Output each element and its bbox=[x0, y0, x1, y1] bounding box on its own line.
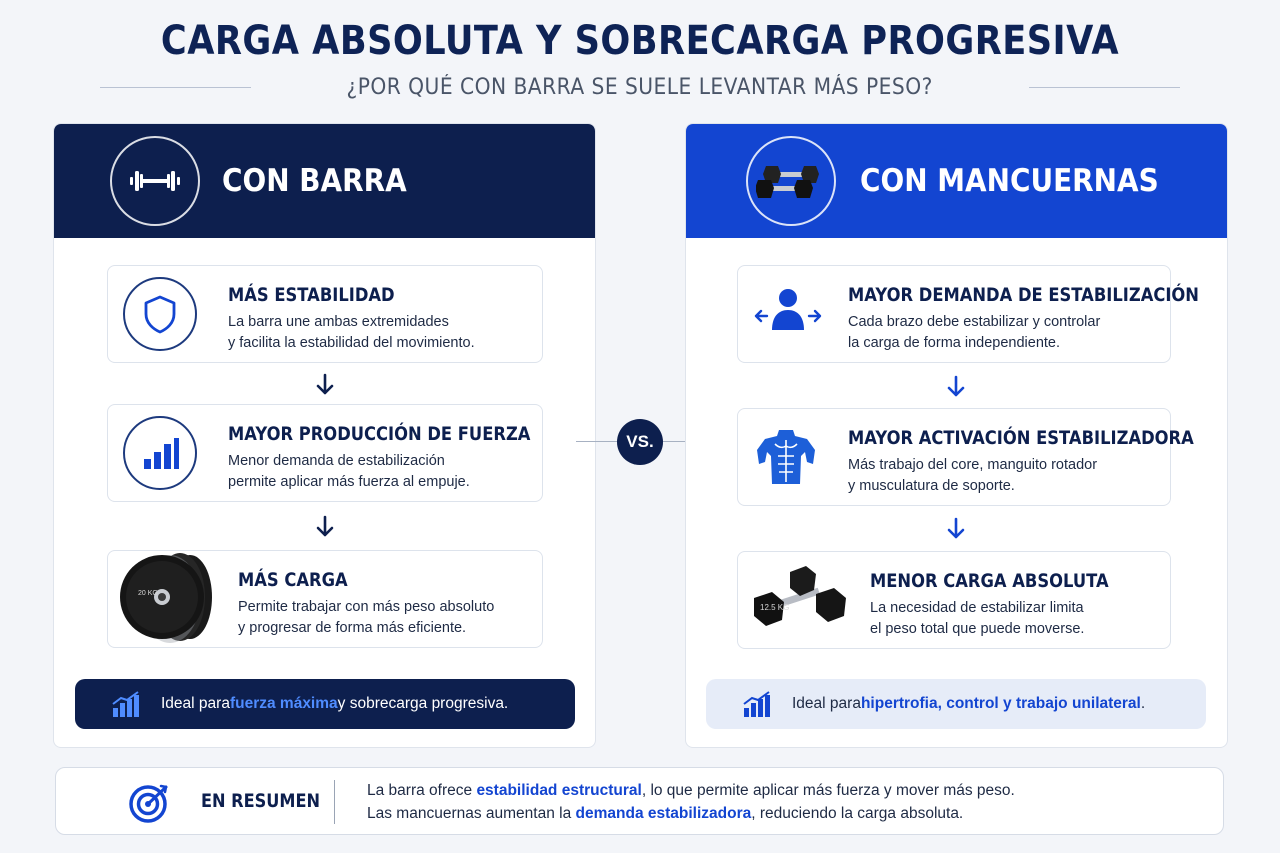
summary-text-part: Las mancuernas aumentan la bbox=[367, 805, 576, 822]
ideal-prefix: Ideal para bbox=[161, 695, 230, 712]
growth-chart-icon bbox=[111, 690, 141, 718]
barbell-panel-title: CON BARRA bbox=[222, 163, 407, 199]
summary-highlight: demanda estabilizadora bbox=[575, 805, 752, 822]
summary-title: EN RESUMEN bbox=[201, 790, 321, 812]
dumbbell-icon bbox=[744, 556, 854, 646]
arrow-down-icon bbox=[941, 372, 971, 402]
card-desc-line: Más trabajo del core, manguito rotador bbox=[848, 457, 1098, 473]
card-more-force bbox=[107, 404, 543, 502]
barbell-icon bbox=[110, 136, 200, 226]
card-stabilization-demand bbox=[737, 265, 1199, 363]
target-icon bbox=[128, 782, 172, 829]
shield-icon bbox=[123, 277, 197, 351]
summary-line-1 bbox=[367, 779, 1015, 802]
ideal-prefix: Ideal para bbox=[792, 695, 861, 712]
summary-divider bbox=[334, 780, 335, 824]
card-more-load bbox=[107, 550, 543, 648]
torso-muscles-icon bbox=[748, 419, 824, 495]
card-more-stability bbox=[107, 265, 543, 363]
card-desc-line: permite aplicar más fuerza al empuje. bbox=[228, 474, 470, 490]
summary-text-part: , lo que permite aplicar más fuerza y mover más peso. bbox=[641, 782, 1015, 799]
card-heading: MENOR CARGA ABSOLUTA bbox=[870, 570, 1109, 592]
subtitle-row bbox=[100, 72, 1180, 102]
dumbbell-panel-header bbox=[686, 124, 1227, 238]
card-heading: MÁS ESTABILIDAD bbox=[228, 284, 395, 306]
page-title: CARGA ABSOLUTA Y SOBRECARGA PROGRESIVA bbox=[160, 18, 1120, 64]
card-description bbox=[848, 455, 1097, 497]
card-desc-line: y progresar de forma más eficiente. bbox=[238, 620, 467, 636]
arrow-down-icon bbox=[310, 512, 340, 542]
summary-text bbox=[367, 779, 1015, 825]
card-desc-line: Permite trabajar con más peso absoluto bbox=[238, 599, 495, 615]
card-description bbox=[848, 312, 1100, 354]
growth-chart-icon bbox=[742, 690, 772, 718]
ideal-highlight: fuerza máxima bbox=[229, 695, 338, 712]
card-desc-line: Menor demanda de estabilización bbox=[228, 453, 445, 469]
page-subtitle: ¿POR QUÉ CON BARRA SE SUELE LEVANTAR MÁS PESO? bbox=[346, 74, 934, 100]
card-description bbox=[228, 451, 470, 493]
dumbbell-panel-title: CON MANCUERNAS bbox=[860, 163, 1159, 199]
card-desc-line: y facilita la estabilidad del movimiento. bbox=[228, 335, 475, 351]
dumbbell-label: 12.5 KG bbox=[760, 603, 790, 612]
summary-line-2 bbox=[367, 802, 1015, 825]
card-description bbox=[238, 597, 494, 639]
card-desc-line: Cada brazo debe estabilizar y controlar bbox=[848, 314, 1101, 330]
card-desc-line: el peso total que puede moverse. bbox=[870, 621, 1085, 637]
card-description bbox=[870, 598, 1084, 640]
arrow-down-icon bbox=[310, 370, 340, 400]
arrow-down-icon bbox=[941, 514, 971, 544]
summary-highlight: estabilidad estructural bbox=[476, 782, 642, 799]
summary-box bbox=[55, 767, 1224, 835]
subtitle-rule-right bbox=[1029, 87, 1180, 88]
card-heading: MAYOR PRODUCCIÓN DE FUERZA bbox=[228, 423, 531, 445]
card-desc-line: La barra une ambas extremidades bbox=[228, 314, 449, 330]
card-heading: MÁS CARGA bbox=[238, 569, 348, 591]
card-heading: MAYOR ACTIVACIÓN ESTABILIZADORA bbox=[848, 427, 1194, 449]
bar-chart-icon bbox=[123, 416, 197, 490]
card-desc-line: La necesidad de estabilizar limita bbox=[870, 600, 1084, 616]
ideal-for-dumbbells bbox=[706, 679, 1206, 729]
ideal-suffix: . bbox=[1140, 695, 1146, 712]
card-description bbox=[228, 312, 475, 354]
card-desc-line: y musculatura de soporte. bbox=[848, 478, 1015, 494]
card-desc-line: la carga de forma independiente. bbox=[848, 335, 1061, 351]
vs-badge: VS. bbox=[617, 419, 663, 465]
barbell-panel bbox=[53, 123, 596, 748]
ideal-highlight: hipertrofia, control y trabajo unilateral bbox=[860, 695, 1141, 712]
card-heading: MAYOR DEMANDA DE ESTABILIZACIÓN bbox=[848, 284, 1199, 306]
weight-plates-icon bbox=[120, 547, 220, 647]
vs-connector-left bbox=[576, 441, 618, 442]
ideal-for-barbell bbox=[75, 679, 575, 729]
subtitle-rule-left bbox=[100, 87, 251, 88]
barbell-panel-header bbox=[54, 124, 595, 238]
dumbbell-panel bbox=[685, 123, 1228, 748]
summary-text-part: , reduciendo la carga absoluta. bbox=[751, 805, 964, 822]
dumbbells-icon bbox=[746, 136, 836, 226]
ideal-suffix: y sobrecarga progresiva. bbox=[337, 695, 509, 712]
person-balance-icon bbox=[750, 276, 826, 352]
summary-text-part: La barra ofrece bbox=[367, 782, 477, 799]
plate-label: 20 KG bbox=[138, 590, 158, 597]
card-less-load bbox=[737, 551, 1171, 649]
card-stabilizer-activation bbox=[737, 408, 1194, 506]
